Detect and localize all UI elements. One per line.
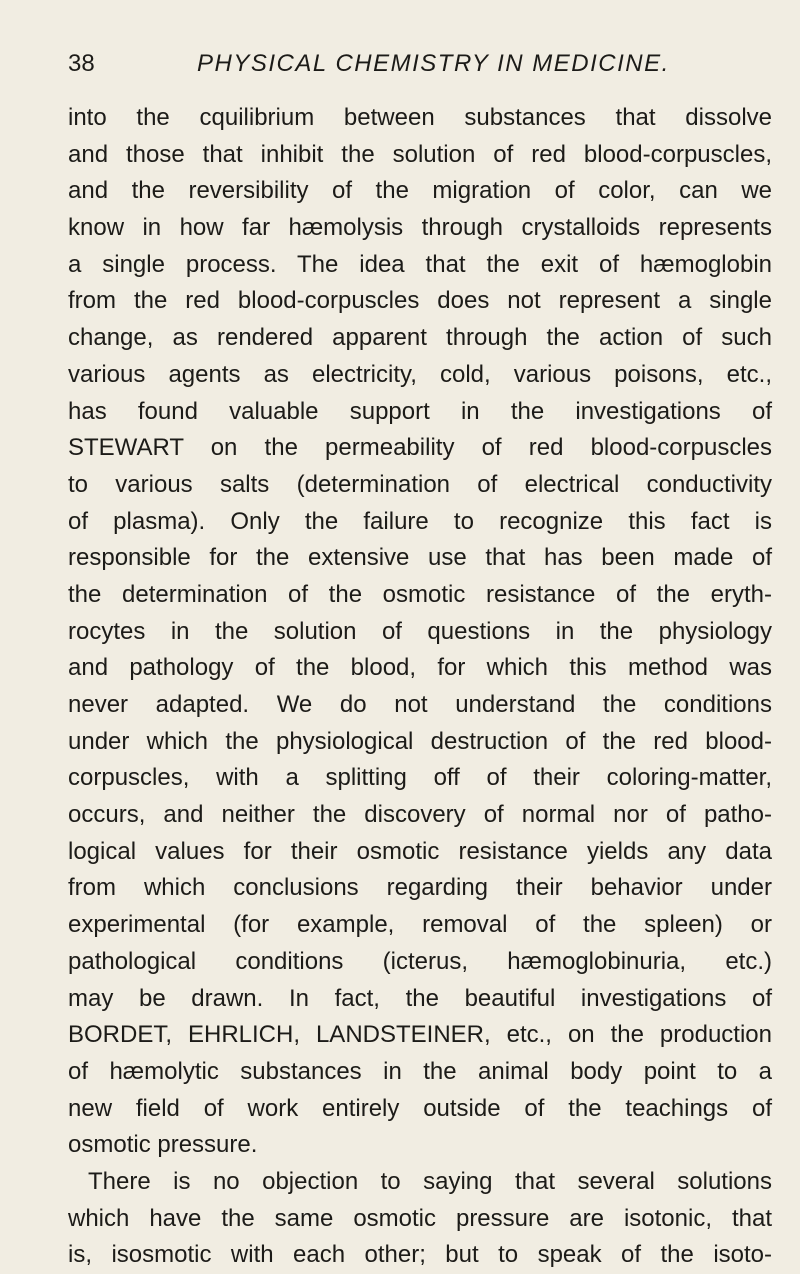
text-line: the determination of the osmotic resistance of the eryth- [68,580,772,608]
text-line: There is no objection to saying that several solutions [88,1167,772,1195]
text-line: osmotic pressure. [68,1131,258,1159]
text-line: BORDET, EHRLICH, LANDSTEINER, etc., on the production [68,1021,772,1049]
body-text [68,100,772,1274]
text-line: rocytes in the solution of questions in the physiology [68,617,772,645]
text-line: which have the same osmotic pressure are isotonic, that [68,1204,772,1232]
text-line: and pathology of the blood, for which this method was [68,654,772,682]
page-number: 38 [68,50,95,77]
text-line: may be drawn. In fact, the beautiful investigations of [68,984,772,1012]
text-line: a single process. The idea that the exit of hæmoglobin [68,250,772,278]
text-line: know in how far hæmolysis through crystalloids represents [68,214,772,242]
text-line: is, isosmotic with each other; but to speak of the isoto- [68,1241,772,1269]
text-line: to various salts (determination of electrical conductivity [68,470,772,498]
text-line: various agents as electricity, cold, various poisons, etc., [68,360,772,388]
text-line: of plasma). Only the failure to recognize this fact is [68,507,772,535]
text-line: experimental (for example, removal of the spleen) or [68,911,772,939]
text-line: into the cquilibrium between substances that dissolve [68,104,772,131]
text-line: STEWART on the permeability of red blood-corpuscles [68,434,772,462]
running-head-title: PHYSICAL CHEMISTRY IN MEDICINE. [197,50,670,77]
text-line: never adapted. We do not understand the conditions [68,691,772,718]
text-line: responsible for the extensive use that has been made of [68,544,772,572]
running-head [68,44,760,84]
text-line: corpuscles, with a splitting off of their coloring-matter, [68,764,772,792]
text-line: under which the physiological destruction of the red blood- [68,727,772,755]
text-line: from which conclusions regarding their behavior under [68,874,772,902]
text-line: from the red blood-corpuscles does not represent a single [68,287,772,315]
text-line: and those that inhibit the solution of red blood-corpuscles, [68,140,772,168]
text-line: has found valuable support in the investigations of [68,397,772,425]
text-line: change, as rendered apparent through the action of such [68,324,772,352]
text-line: and the reversibility of the migration of color, can we [68,177,772,205]
text-line: occurs, and neither the discovery of normal nor of patho- [68,801,772,829]
text-line: of hæmolytic substances in the animal body point to a [68,1057,772,1085]
text-line: pathological conditions (icterus, hæmoglobinuria, etc.) [68,947,772,975]
text-line: new field of work entirely outside of the teachings of [68,1094,772,1122]
text-line: logical values for their osmotic resistance yields any data [68,837,772,865]
